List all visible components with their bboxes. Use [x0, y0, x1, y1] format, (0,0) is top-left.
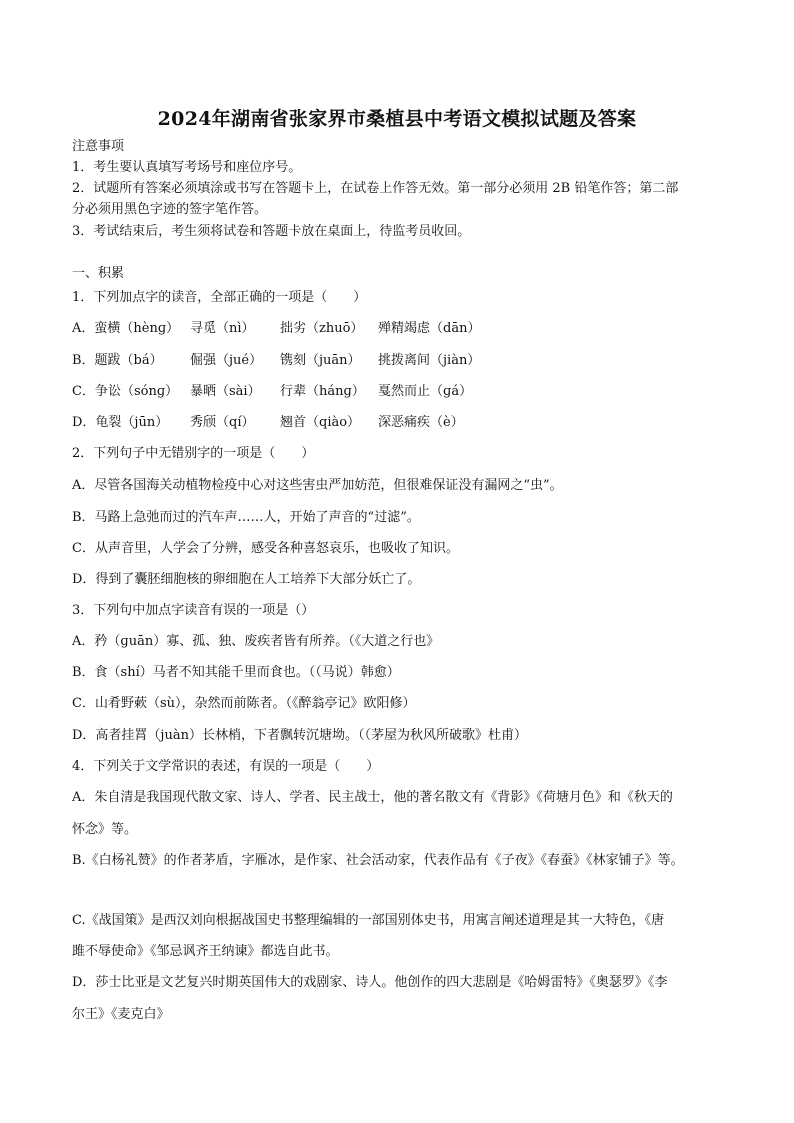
- question-4-option-a-line-2: 怀念》等。: [72, 822, 138, 837]
- question-4-option-c-line-1: C.《战国策》是西汉刘向根据战国史书整理编辑的一部国别体史书，用寓言阐述道理是其一大特色，《唐: [72, 913, 665, 928]
- q1-a-word-4: 殚精竭虑（dān）: [378, 321, 481, 336]
- question-3-option-a: A．矜（ɡuān）寡、孤、独、废疾者皆有所养。（《大道之行也》: [72, 634, 440, 649]
- question-2-option-b: B．马路上急弛而过的汽车声……人，开始了声音的“过滤”。: [72, 510, 420, 525]
- notice-heading: 注意事项: [72, 139, 125, 154]
- question-4-stem: 4．下列关于文学常识的表述，有误的一项是（ ）: [72, 759, 380, 774]
- question-1-option-b: [72, 353, 480, 369]
- question-1-option-d: [72, 415, 464, 431]
- question-4-option-d-line-1: D．莎士比亚是文艺复兴时期英国伟大的戏剧家、诗人。他创作的四大悲剧是《哈姆雷特》《奥瑟罗》《李: [72, 975, 668, 990]
- question-2-option-c: C．从声音里，人学会了分辨，感受各种喜怒哀乐，也吸收了知识。: [72, 541, 459, 556]
- question-4-option-a-line-1: A．朱自清是我国现代散文家、诗人、学者、民主战士，他的著名散文有《背影》《荷塘月色》和《秋天的: [72, 790, 673, 805]
- q1-a-word-3: 拙劣（zhuō）: [280, 321, 364, 336]
- q1-a-word-2: 寻觅（nì）: [190, 321, 255, 336]
- question-1-stem: 1．下列加点字的读音，全部正确的一项是（ ）: [72, 290, 367, 305]
- q1-d-word-1: D．龟裂（jūn）: [72, 415, 169, 430]
- question-3-stem: 3．下列句中加点字读音有误的一项是（）: [72, 603, 315, 618]
- question-4-option-c-line-2: 雎不辱使命》《邹忌讽齐王纳谏》都选自此书。: [72, 944, 339, 959]
- q1-c-word-3: 行辈（hánɡ）: [280, 384, 365, 399]
- question-1-option-c: [72, 384, 472, 400]
- question-2-stem: 2．下列句子中无错别字的一项是（ ）: [72, 446, 315, 461]
- q1-d-word-3: 翘首（qiào）: [280, 415, 361, 430]
- question-3-option-d: D．高者挂罥（juàn）长林梢，下者飘转沉塘坳。（（茅屋为秋风所破歌》杜甫）: [72, 728, 527, 743]
- section-heading: 一、积累: [72, 266, 125, 281]
- question-2-option-a: A．尽管各国海关动植物检疫中心对这些害虫严加妨范，但很难保证没有漏网之“虫”。: [72, 478, 563, 493]
- page-title: 2024年湖南省张家界市桑植县中考语文模拟试题及答案: [157, 108, 637, 130]
- q1-a-word-1: A．蛮横（hènɡ）: [72, 321, 180, 336]
- q1-c-word-4: 戛然而止（ɡá）: [378, 384, 473, 399]
- question-4-option-b: B.《白杨礼赞》的作者茅盾，字雁冰，是作家、社会活动家，代表作品有《子夜》《春蚕》《林家铺子》等。: [72, 853, 684, 868]
- q1-b-word-4: 挑拨离间（jiàn）: [378, 353, 481, 368]
- notice-item-3: 3．考试结束后，考生须将试卷和答题卡放在桌面上，待监考员收回。: [72, 224, 471, 239]
- q1-b-word-2: 倔强（jué）: [190, 353, 263, 368]
- question-3-option-b: B．食（shí）马者不知其能千里而食也。（（马说）韩愈）: [72, 665, 400, 680]
- q1-b-word-3: 镌刻（juān）: [280, 353, 361, 368]
- notice-item-2-line-1: 2．试题所有答案必须填涂或书写在答题卡上，在试卷上作答无效。第一部分必须用 2B 铅笔作答；第二部: [72, 181, 679, 196]
- notice-item-2-line-2: 分必须用黑色字迹的签字笔作答。: [72, 202, 268, 217]
- q1-d-word-2: 秀颀（qí）: [190, 415, 255, 430]
- question-1-option-a: [72, 321, 480, 337]
- q1-b-word-1: B．题跋（bá）: [72, 353, 163, 368]
- question-3-option-c: C．山肴野蔌（sù），杂然而前陈者。（《醉翁亭记》欧阳修）: [72, 696, 416, 711]
- q1-c-word-2: 暴晒（sài）: [190, 384, 261, 399]
- question-2-option-d: D．得到了囊胚细胞核的卵细胞在人工培养下大部分妖亡了。: [72, 572, 421, 587]
- q1-d-word-4: 深恶痛疾（è）: [378, 415, 464, 430]
- q1-c-word-1: C．争讼（sónɡ）: [72, 384, 179, 399]
- question-4-option-d-line-2: 尔王》《麦克白》: [72, 1007, 170, 1022]
- notice-item-1: 1．考生要认真填写考场号和座位序号。: [72, 160, 302, 175]
